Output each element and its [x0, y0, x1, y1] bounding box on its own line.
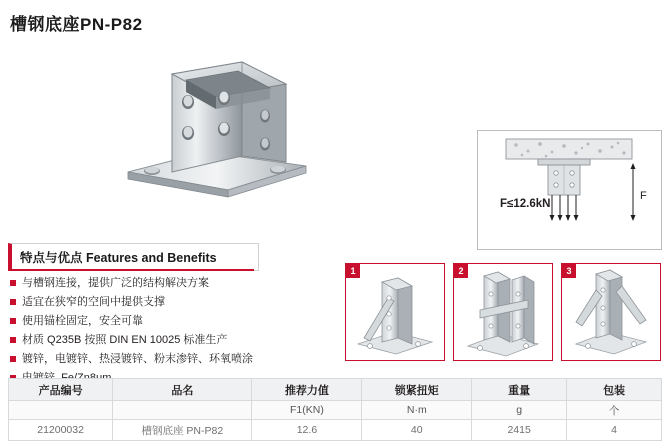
- specifications-table: [8, 378, 662, 441]
- feature-text: 镀锌，电镀锌、热浸镀锌、粉末渗锌、环氧喷涂: [22, 353, 253, 365]
- unit-cell: F1(KN): [252, 401, 362, 420]
- thumbnail-number: 2: [454, 264, 468, 278]
- bullet-icon: [10, 337, 16, 343]
- list-item: [10, 333, 340, 347]
- table-header-row: [9, 379, 662, 401]
- unit-cell: [9, 401, 113, 420]
- features-list: [10, 276, 340, 390]
- features-header: [8, 243, 259, 271]
- page-title: 槽钢底座PN-P82: [10, 15, 143, 34]
- column-header-product-code: 产品编号: [9, 379, 113, 401]
- feature-text: 使用锚栓固定，安全可靠: [22, 315, 143, 327]
- feature-text: 适宜在狭窄的空间中提供支撑: [22, 296, 165, 308]
- cell-weight: 2415: [472, 420, 567, 441]
- features-header-label: 特点与优点 Features and Benefits: [20, 251, 217, 265]
- unit-cell: g: [472, 401, 567, 420]
- column-header-packaging: 包装: [567, 379, 662, 401]
- feature-text: 材质 Q235B 按照 DIN EN 10025 标准生产: [22, 334, 228, 346]
- thumbnail-number: 1: [346, 264, 360, 278]
- column-header-weight: 重量: [472, 379, 567, 401]
- column-header-tightening-torque: 锁紧扭矩: [362, 379, 472, 401]
- cell-packaging: 4: [567, 420, 662, 441]
- product-illustration: [110, 40, 340, 205]
- list-item: [10, 276, 340, 290]
- application-thumbnails: [345, 263, 661, 363]
- thumbnail-2[interactable]: [453, 263, 553, 361]
- unit-cell: N·m: [362, 401, 472, 420]
- unit-cell: 个: [567, 401, 662, 420]
- thumbnail-number: 3: [562, 264, 576, 278]
- thumbnail-3[interactable]: [561, 263, 661, 361]
- cell-product-name: 槽钢底座 PN-P82: [113, 420, 252, 441]
- load-value-label: F≤12.6kN: [500, 198, 551, 210]
- bullet-icon: [10, 299, 16, 305]
- bullet-icon: [10, 280, 16, 286]
- bullet-icon: [10, 356, 16, 362]
- load-axis-label: F: [640, 190, 647, 202]
- list-item: [10, 314, 340, 328]
- bullet-icon: [10, 318, 16, 324]
- table-row: [9, 420, 662, 441]
- column-header-recommended-load: 推荐力值: [252, 379, 362, 401]
- column-header-product-name: 品名: [113, 379, 252, 401]
- features-header-underline: [8, 269, 254, 271]
- list-item: [10, 352, 340, 366]
- feature-text: 与槽钢连接，提供广泛的结构解决方案: [22, 277, 209, 289]
- cell-recommended-load: 12.6: [252, 420, 362, 441]
- list-item: [10, 295, 340, 309]
- unit-cell: [113, 401, 252, 420]
- load-diagram: [477, 130, 662, 250]
- table-units-row: [9, 401, 662, 420]
- thumbnail-1[interactable]: [345, 263, 445, 361]
- cell-product-code: 21200032: [9, 420, 113, 441]
- cell-tightening-torque: 40: [362, 420, 472, 441]
